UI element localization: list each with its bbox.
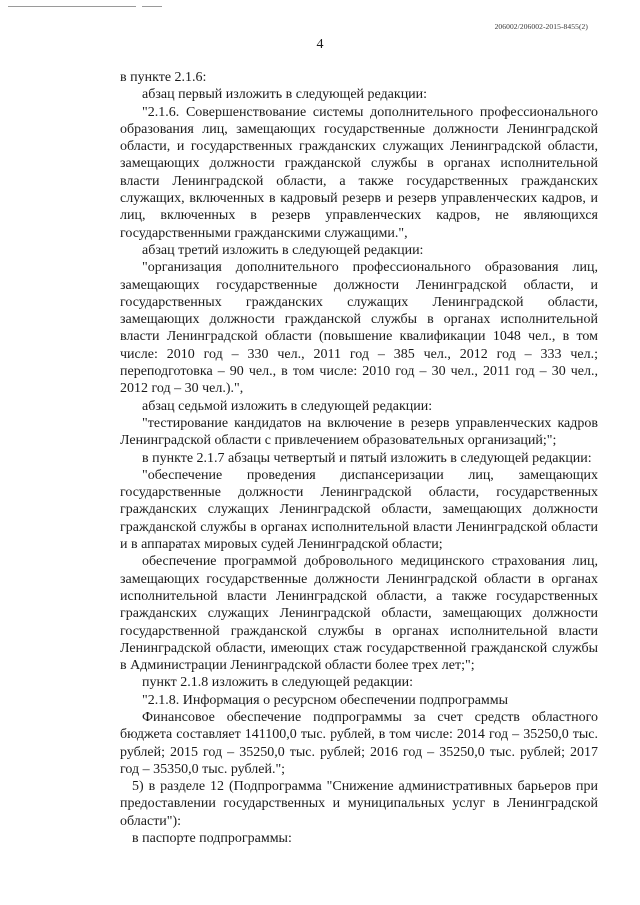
- paragraph: в паспорте подпрограммы:: [132, 831, 292, 847]
- page-number: 4: [316, 37, 324, 52]
- paragraph: пункт 2.1.8 изложить в следующей редакции:: [142, 675, 413, 691]
- paragraph: абзац седьмой изложить в следующей редакции:: [142, 398, 433, 414]
- paragraph: в пункте 2.1.6:: [120, 70, 207, 85]
- paragraph: "тестирование кандидатов на включение в резерв управленческих кадров Ленинградской области с привлечением образовательных организаций;";: [120, 415, 598, 449]
- document-number: 206002/206002-2015-8455(2): [494, 22, 588, 31]
- scan-artifact-line: [142, 6, 162, 7]
- paragraph: в пункте 2.1.7 абзацы четвертый и пятый изложить в следующей редакции:: [142, 450, 592, 466]
- scan-artifact-line: [8, 6, 136, 7]
- paragraph: "обеспечение проведения диспансеризации лиц, замещающих государственные должности Ленинградской области, государственных гражданских служащих Ленинградской области, замещающих должности гражданской службы в органах исполнительной власти Ленинградской области и в аппаратах мировых судей Ленинградской области;: [120, 467, 598, 553]
- document-body: [120, 69, 598, 847]
- paragraph: "2.1.6. Совершенствование системы дополнительного профессионального образования лиц, замещающих государственные должности Ленинградской области, и государственных гражданских служащих Ленинградской области, замещающих должности гражданской службы в органах исполнительной власти Ленинградской области, а также государственных гражданских служащих, включенных в кадровый резерв и резерв управленческих кадров, и лиц, включенных в резерв управленческих кадров, не являющихся государственными гражданскими служащими.",: [120, 104, 598, 241]
- paragraph: абзац третий изложить в следующей редакции:: [142, 242, 424, 258]
- paragraph: "организация дополнительного профессионального образования лиц, замещающих государственные должности Ленинградской области, и государственных гражданских служащих Ленинградской области, замещающих должности гражданской службы в органах исполнительной власти Ленинградской области (повышение квалификации 1048 чел., в том числе: 2010 год – 330 чел., 2011 год – 385 чел., 2012 год – 333 чел.; переподготовка – 90 чел., в том числе: 2010 год – 30 чел., 2011 год – 30 чел., 2012 год – 30 чел.).",: [120, 260, 598, 397]
- paragraph: абзац первый изложить в следующей редакции:: [142, 87, 428, 103]
- paragraph: Финансовое обеспечение подпрограммы за счет средств областного бюджета составляет 141100,0 тыс. рублей, в том числе: 2014 год – 35250,0 тыс. рублей; 2015 год – 35250,0 тыс. рублей; 2016 год – 35250,0 тыс. рублей; 2017 год – 35350,0 тыс. рублей.";: [120, 709, 598, 777]
- paragraph: обеспечение программой добровольного медицинского страхования лиц, замещающих государственные должности Ленинградской области в органах исполнительной власти Ленинградской области, а также государственных гражданских служащих Ленинградской области, замещающих должности государственной гражданской службы в органах исполнительной власти Ленинградской области, имеющих стаж государственной гражданской службы в Администрации Ленинградской области более трех лет;";: [120, 554, 598, 674]
- paragraph: "2.1.8. Информация о ресурсном обеспечении подпрограммы: [142, 692, 509, 708]
- paragraph: 5) в разделе 12 (Подпрограмма "Снижение административных барьеров при предоставлении государственных и муниципальных услуг в Ленинградской области"):: [120, 779, 598, 829]
